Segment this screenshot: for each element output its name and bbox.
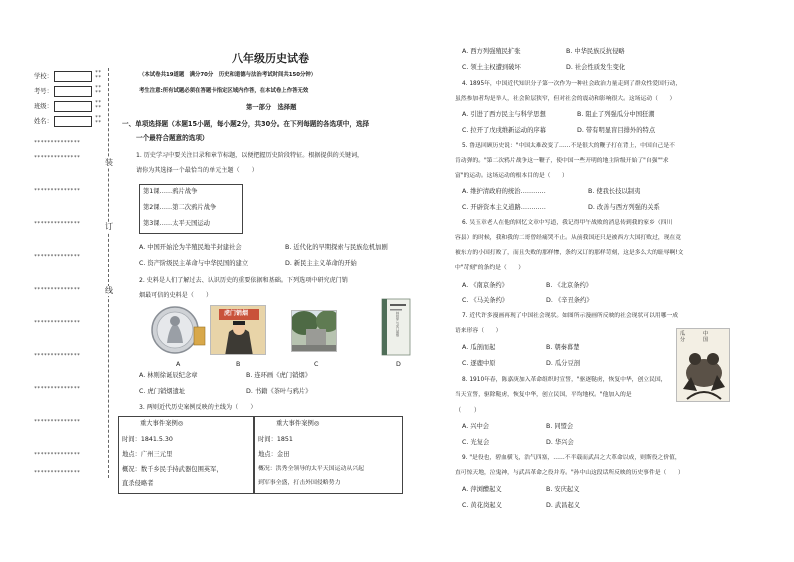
info-label-name: 姓名： <box>34 118 53 125</box>
image-label-c: C <box>314 361 319 368</box>
q6-stem-cont2: 被东方的小国打败了，而且失败的那样惨，条约又订的那样苛刻，这是多么大的耻辱啊!文 <box>455 250 684 256</box>
coin-image <box>147 305 207 355</box>
star-line: ************** <box>34 320 81 326</box>
q9-option-a[interactable]: A. 萍浏醴起义 <box>462 486 502 493</box>
section-header-cont: 一个最符合题意的选项） <box>136 134 209 142</box>
binding-mark-zhuang: 装 <box>105 158 113 167</box>
star-line: ************** <box>34 188 81 194</box>
cartoon-title-left: 瓜分 <box>680 331 686 343</box>
case1-place: 地点：广州三元里 <box>122 451 173 458</box>
info-stars: ** ** <box>95 85 102 96</box>
star-line: ************** <box>34 452 81 458</box>
q3-stem: 3. 两则近代历史案例反映的主线为（ ） <box>139 404 257 411</box>
q8-option-d[interactable]: D. 华兴会 <box>546 439 574 446</box>
binding-sidebar <box>0 0 122 562</box>
q1-stem: 1. 历史学习中要关注目录和章节标题，以便把握历史阶段特征。根据提供的关键词， <box>136 152 364 159</box>
exam-meta: （本试卷共19道题 满分70分 历史和道德与法治考试时间共150分钟） <box>139 72 317 78</box>
info-label-school: 学校： <box>34 73 53 80</box>
q5-option-a[interactable]: A. 维护清政府的统治………… <box>462 188 546 195</box>
q5-option-b[interactable]: B. 使我长技以制夷 <box>588 188 641 195</box>
binding-mark-ding: 订 <box>105 222 113 231</box>
book-image <box>380 298 412 356</box>
q1-option-c[interactable]: C. 资产阶级民主革命与中华民国的建立 <box>139 260 249 267</box>
q9-stem: 9. "是役也，碧血横飞，浩气四塞，……不半载而武昌之大革命以成，则斯役之价值， <box>462 455 681 461</box>
book-cover-title: 林则徐与虎门销烟 <box>396 311 400 338</box>
q8-option-a[interactable]: A. 兴中会 <box>462 423 490 430</box>
q8-option-c[interactable]: C. 光复会 <box>462 439 490 446</box>
case2-summary-cont: 到军事全盛，打击外国侵略势力 <box>258 480 341 486</box>
q6-stem-cont: 容县）的时候，我和我的二哥曾经痛哭不止。从前我国还只是被西方大国打败过，现在竟 <box>455 235 682 241</box>
q8-stem-cont: 当天宣誓，驱除鞑虏，恢复中华，创立民国，平均地权。"他加入的是 <box>455 392 632 398</box>
exam-notice: 考生注意:所有试题必须在答题卡指定区域内作答，在本试卷上作答无效 <box>139 88 309 94</box>
part-heading: 第一部分 选择题 <box>246 104 297 111</box>
q6-option-b[interactable]: B. 《北京条约》 <box>546 282 593 289</box>
q3-option-c[interactable]: C. 领土主权遭到破坏 <box>462 64 521 71</box>
q1-stem-cont: 请你为其选择一个最恰当的单元主题（ ） <box>136 167 258 174</box>
case-card-2 <box>254 416 403 494</box>
binding-line <box>108 68 109 478</box>
q1-option-b[interactable]: B. 近代化的早期探索与民族危机加剧 <box>285 244 388 251</box>
star-line: ************** <box>34 287 81 293</box>
q7-stem-cont: 语来形容（ ） <box>455 328 502 334</box>
image-label-a: A <box>176 361 181 368</box>
info-stars: ** ** <box>95 70 102 81</box>
cartoon-image <box>676 328 730 402</box>
case2-place: 地点：金田 <box>258 451 290 458</box>
case1-time: 时间：1841.5.30 <box>122 436 173 443</box>
q9-option-c[interactable]: C. 黄花岗起义 <box>462 502 502 509</box>
case2-time: 时间：1851 <box>258 436 293 443</box>
star-line: ************** <box>34 254 81 260</box>
exam-title: 八年级历史试卷 <box>232 52 309 65</box>
info-stars: ** ** <box>95 115 102 126</box>
q6-stem-cont3: 中"苛刻"的条约是（ ） <box>455 265 525 271</box>
q1-keyword-box <box>139 184 243 234</box>
info-stars: ** ** <box>95 100 102 111</box>
q5-stem-cont: 肯动弹的。"第二次鸦片战争这一鞭子，使中国一些开明的地主阶级开始了"自强""求 <box>455 158 669 164</box>
q6-option-d[interactable]: D. 《辛丑条约》 <box>546 297 593 304</box>
case1-title: 重大事件案例◎ <box>140 420 184 427</box>
q3-option-a[interactable]: A. 西方列强殖民扩张 <box>462 48 521 55</box>
comic-image <box>210 305 266 355</box>
q7-option-b[interactable]: B. 朝秦暮楚 <box>546 344 580 351</box>
q1-option-d[interactable]: D. 新民主主义革命的开始 <box>285 260 357 267</box>
case1-summary: 概况：数千乡民手持武器包围英军， <box>122 466 223 473</box>
q4-option-c[interactable]: C. 拉开了戊戌维新运动的序幕 <box>462 127 546 134</box>
q5-stem: 5. 鲁迅回顾历史说："中国太难改变了……不是很大的鞭子打在背上，中国自己是不 <box>462 143 675 149</box>
cartoon-title-right: 中国 <box>703 331 709 343</box>
q8-stem: 8. 1910年春，陈嘉庚加入革命组织时宣誓，"驱逐鞑虏，恢复中华，创立民国， <box>462 377 667 383</box>
star-line: ************** <box>34 386 81 392</box>
case2-summary: 概况：洪秀全领导的太平天国运动从兴起 <box>258 466 365 472</box>
q4-option-d[interactable]: D. 带有明显盲目排外的特点 <box>577 127 656 134</box>
q9-stem-cont: 直可惊天地，泣鬼神，与武昌革命之役并寿。"孙中山这段话所反映的历史事件是（ ） <box>455 470 684 476</box>
q5-option-c[interactable]: C. 开辟资本主义道路………… <box>462 204 546 211</box>
q1-box-line: 第3课……太平天国运动 <box>143 220 210 227</box>
q2-stem-cont: 烟最可信的史料是（ ） <box>139 292 213 299</box>
q7-stem: 7. 近代许多漫画再现了中国社会现状。如图所示漫画所反映的社会现状可以用哪一成 <box>462 313 679 319</box>
q1-option-a[interactable]: A. 中国开始沦为半殖民地半封建社会 <box>139 244 242 251</box>
q1-box-line: 第2课……第二次鸦片战争 <box>143 204 217 211</box>
comic-sign: 虎门销烟 <box>224 310 249 317</box>
site-photo <box>291 310 337 352</box>
q4-stem-cont: 虽然参加者均是举人，社会阶层狭窄，但对社会的震动和影响很大。这场运动（ ） <box>455 96 676 102</box>
star-line: ************** <box>34 419 81 425</box>
case1-summary-cont: 直杀侵略者 <box>122 480 154 487</box>
star-line: ************** <box>34 470 81 476</box>
q6-option-c[interactable]: C. 《马关条约》 <box>462 297 509 304</box>
q7-option-c[interactable]: C. 逐鹿中原 <box>462 360 496 367</box>
class-input[interactable] <box>54 101 92 112</box>
q7-option-a[interactable]: A. 瓜剖而起 <box>462 344 496 351</box>
q3-option-b[interactable]: B. 中华民族反抗侵略 <box>566 48 625 55</box>
q9-option-d[interactable]: D. 武昌起义 <box>546 502 581 509</box>
q2-option-d[interactable]: D. 书籍《茶叶与鸦片》 <box>246 388 312 395</box>
image-label-d: D <box>396 361 401 368</box>
star-line: ************** <box>34 140 81 146</box>
q5-stem-cont2: 富"的运动。这场运动的根本目的是（ ） <box>455 173 568 179</box>
case-card-1 <box>118 416 254 494</box>
q4-option-a[interactable]: A. 引进了西方民主与科学思想 <box>462 111 546 118</box>
info-label-exam-id: 考号： <box>34 88 53 95</box>
q3-option-d[interactable]: D. 社会性质发生变化 <box>566 64 626 71</box>
q2-option-a[interactable]: A. 林则徐诞辰纪念章 <box>139 372 198 379</box>
image-label-b: B <box>236 361 241 368</box>
binding-mark-xian: 线 <box>105 286 113 295</box>
name-input[interactable] <box>54 116 92 127</box>
section-header: 一、单项选择题（本题15小题，每小题2分，共30分。在下列每题的各选项中，选择 <box>122 120 370 128</box>
school-input[interactable] <box>54 71 92 82</box>
q8-stem-cont2: （ ） <box>455 407 481 414</box>
q4-stem: 4. 1895年，中国近代知识分子第一次作为一种社会政治力量走到了群众性爱国行动， <box>462 81 682 87</box>
star-line: ************** <box>34 155 81 161</box>
star-line: ************** <box>34 353 81 359</box>
q9-option-b[interactable]: B. 安庆起义 <box>546 486 580 493</box>
q2-stem: 2. 史料是人们了解过去、认识历史的重要依据和基础。下列选项中研究虎门销 <box>139 277 348 284</box>
star-line: ************** <box>34 221 81 227</box>
q2-option-b[interactable]: B. 连环画《虎门销烟》 <box>246 372 311 379</box>
q8-option-b[interactable]: B. 同盟会 <box>546 423 574 430</box>
q1-box-line: 第1课……鸦片战争 <box>143 188 198 195</box>
q5-option-d[interactable]: D. 改善与西方列强的关系 <box>588 204 660 211</box>
info-label-class: 班级： <box>34 103 53 110</box>
q4-option-b[interactable]: B. 阻止了列强瓜分中国狂潮 <box>577 111 655 118</box>
q7-option-d[interactable]: D. 瓜分豆剖 <box>546 360 581 367</box>
exam-id-input[interactable] <box>54 86 92 97</box>
q2-option-c[interactable]: C. 虎门销烟遗址 <box>139 388 186 395</box>
q6-option-a[interactable]: A. 《南京条约》 <box>462 282 508 289</box>
case2-title: 重大事件案例◎ <box>276 420 320 427</box>
q6-stem: 6. 吴玉章老人在他的回忆文章中写道，我记得甲午战败的消息传到我的家乡（四川 <box>462 220 673 226</box>
